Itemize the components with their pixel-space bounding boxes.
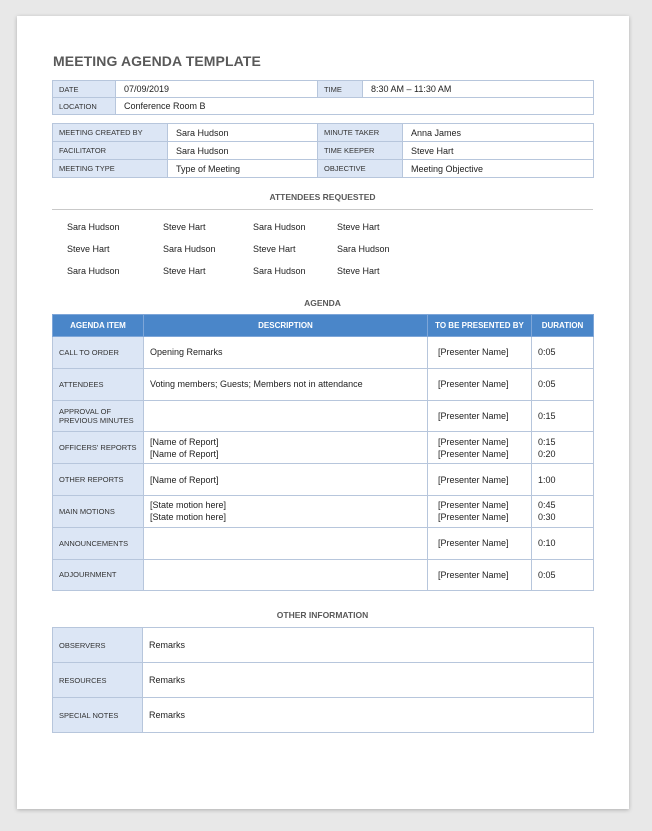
attendee-name[interactable]: Sara Hudson [337, 244, 390, 254]
attendee-name[interactable]: Steve Hart [337, 222, 380, 232]
facilitator-label: FACILITATOR [53, 142, 168, 160]
description-cell[interactable] [144, 432, 428, 464]
other-info-row [53, 628, 594, 663]
other-info-table [52, 627, 594, 733]
presenter-cell[interactable] [428, 432, 532, 464]
other-info-value[interactable]: Remarks [143, 628, 594, 663]
description-cell-line: [State motion here] [150, 512, 227, 523]
presenter-cell-line: [Presenter Name] [438, 538, 509, 549]
other-info-label: OBSERVERS [53, 628, 143, 663]
duration-cell-line: 0:15 [538, 436, 556, 447]
other-info-row [53, 663, 594, 698]
description-cell-line: [Name of Report] [150, 474, 219, 485]
agenda-item-cell: OTHER REPORTS [53, 464, 144, 496]
presenter-column-header: TO BE PRESENTED BY [428, 315, 532, 337]
presenter-cell-line: [Presenter Name] [438, 500, 509, 511]
agenda-item-cell: ANNOUNCEMENTS [53, 527, 144, 559]
attendees-divider [52, 209, 593, 210]
other-info-heading: OTHER INFORMATION [276, 610, 369, 620]
duration-cell-line: 0:20 [538, 448, 556, 459]
description-cell-line: [Name of Report] [150, 436, 219, 447]
description-cell-line: Voting members; Guests; Members not in attendance [150, 379, 363, 390]
document-page [17, 16, 629, 809]
description-cell-line: [State motion here] [150, 500, 227, 511]
facilitator-value[interactable]: Sara Hudson [168, 142, 318, 160]
presenter-cell[interactable] [428, 337, 532, 369]
attendee-name[interactable]: Sara Hudson [253, 266, 306, 276]
agenda-row [53, 559, 594, 591]
attendee-name[interactable]: Sara Hudson [67, 222, 120, 232]
attendees-heading: ATTENDEES REQUESTED [269, 192, 376, 202]
date-label: DATE [53, 81, 116, 98]
presenter-cell-line: [Presenter Name] [438, 347, 509, 358]
agenda-item-column-header: AGENDA ITEM [53, 315, 144, 337]
presenter-cell-line: [Presenter Name] [438, 379, 509, 390]
attendee-name[interactable]: Sara Hudson [67, 266, 120, 276]
duration-cell[interactable] [532, 337, 594, 369]
created-by-label: MEETING CREATED BY [53, 124, 168, 142]
agenda-item-cell: APPROVAL OF PREVIOUS MINUTES [53, 400, 144, 432]
agenda-item-cell: MAIN MOTIONS [53, 495, 144, 527]
objective-label: OBJECTIVE [318, 160, 403, 178]
agenda-item-cell: OFFICERS' REPORTS [53, 432, 144, 464]
duration-cell[interactable] [532, 432, 594, 464]
presenter-cell[interactable] [428, 527, 532, 559]
duration-cell[interactable] [532, 559, 594, 591]
meeting-type-value[interactable]: Type of Meeting [168, 160, 318, 178]
agenda-item-cell: ADJOURNMENT [53, 559, 144, 591]
presenter-cell-line: [Presenter Name] [438, 410, 509, 421]
attendee-name[interactable]: Steve Hart [67, 244, 110, 254]
location-value[interactable]: Conference Room B [116, 98, 594, 115]
attendee-name[interactable]: Sara Hudson [253, 222, 306, 232]
description-column-header: DESCRIPTION [144, 315, 428, 337]
duration-cell-line: 0:05 [538, 379, 556, 390]
date-value[interactable]: 07/09/2019 [116, 81, 318, 98]
description-cell[interactable] [144, 464, 428, 496]
duration-cell-line: 0:05 [538, 569, 556, 580]
minute-taker-value[interactable]: Anna James [403, 124, 594, 142]
duration-cell[interactable] [532, 495, 594, 527]
presenter-cell-line: [Presenter Name] [438, 448, 509, 459]
presenter-cell-line: [Presenter Name] [438, 512, 509, 523]
location-label: LOCATION [53, 98, 116, 115]
minute-taker-label: MINUTE TAKER [318, 124, 403, 142]
duration-cell-line: 0:05 [538, 347, 556, 358]
presenter-cell[interactable] [428, 400, 532, 432]
attendee-name[interactable]: Steve Hart [163, 222, 206, 232]
other-info-value[interactable]: Remarks [143, 663, 594, 698]
agenda-table [52, 314, 594, 591]
description-cell[interactable] [144, 368, 428, 400]
duration-cell-line: 1:00 [538, 474, 556, 485]
attendee-row [67, 238, 467, 260]
meeting-roles-table [52, 123, 594, 178]
agenda-row [53, 495, 594, 527]
agenda-row [53, 368, 594, 400]
duration-cell-line: 0:10 [538, 538, 556, 549]
presenter-cell[interactable] [428, 495, 532, 527]
description-cell-line: [Name of Report] [150, 448, 219, 459]
attendee-name[interactable]: Steve Hart [337, 266, 380, 276]
duration-cell[interactable] [532, 464, 594, 496]
other-info-label: RESOURCES [53, 663, 143, 698]
attendee-row [67, 260, 467, 282]
duration-cell[interactable] [532, 400, 594, 432]
duration-cell-line: 0:15 [538, 410, 556, 421]
duration-cell[interactable] [532, 527, 594, 559]
agenda-row [53, 527, 594, 559]
created-by-value[interactable]: Sara Hudson [168, 124, 318, 142]
duration-column-header: DURATION [532, 315, 594, 337]
description-cell-line: Opening Remarks [150, 347, 223, 358]
other-info-value[interactable]: Remarks [143, 698, 594, 733]
duration-cell[interactable] [532, 368, 594, 400]
presenter-cell-line: [Presenter Name] [438, 436, 509, 447]
description-cell[interactable] [144, 559, 428, 591]
other-info-row [53, 698, 594, 733]
time-value[interactable]: 8:30 AM – 11:30 AM [363, 81, 594, 98]
agenda-heading: AGENDA [304, 298, 341, 308]
attendee-name[interactable]: Steve Hart [163, 266, 206, 276]
agenda-row [53, 400, 594, 432]
meeting-details-table [52, 80, 594, 115]
description-cell[interactable] [144, 337, 428, 369]
presenter-cell-line: [Presenter Name] [438, 569, 509, 580]
description-cell[interactable] [144, 527, 428, 559]
objective-value[interactable]: Meeting Objective [403, 160, 594, 178]
presenter-cell-line: [Presenter Name] [438, 474, 509, 485]
agenda-item-cell: CALL TO ORDER [53, 337, 144, 369]
presenter-cell[interactable] [428, 559, 532, 591]
agenda-item-cell: ATTENDEES [53, 368, 144, 400]
agenda-row [53, 464, 594, 496]
attendee-name[interactable]: Sara Hudson [163, 244, 216, 254]
time-keeper-value[interactable]: Steve Hart [403, 142, 594, 160]
other-info-label: SPECIAL NOTES [53, 698, 143, 733]
attendees-list [67, 216, 467, 282]
duration-cell-line: 0:45 [538, 500, 556, 511]
agenda-row [53, 337, 594, 369]
attendee-row [67, 216, 467, 238]
description-cell[interactable] [144, 400, 428, 432]
presenter-cell[interactable] [428, 368, 532, 400]
time-keeper-label: TIME KEEPER [318, 142, 403, 160]
page-title: MEETING AGENDA TEMPLATE [53, 53, 261, 69]
duration-cell-line: 0:30 [538, 512, 556, 523]
time-label: TIME [318, 81, 363, 98]
attendee-name[interactable]: Steve Hart [253, 244, 296, 254]
agenda-row [53, 432, 594, 464]
meeting-type-label: MEETING TYPE [53, 160, 168, 178]
presenter-cell[interactable] [428, 464, 532, 496]
description-cell[interactable] [144, 495, 428, 527]
